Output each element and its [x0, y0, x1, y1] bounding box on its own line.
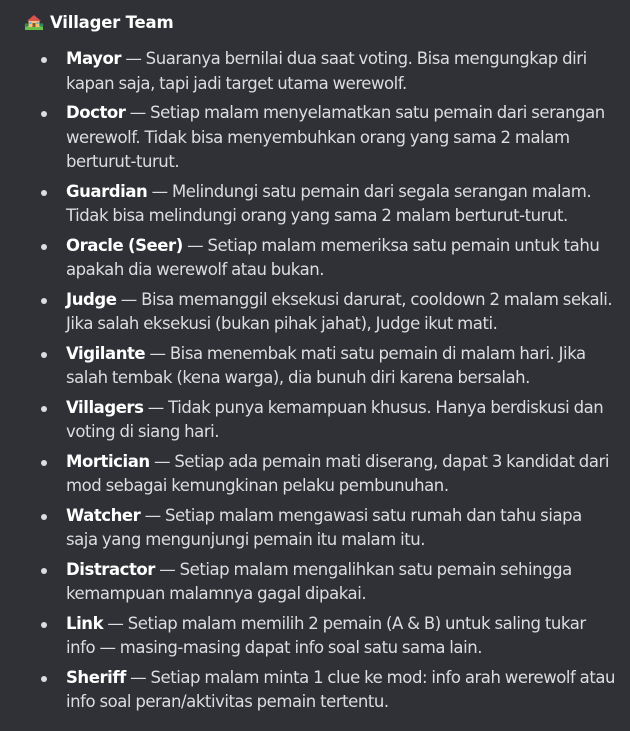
bullet-icon: [41, 406, 47, 412]
section-title: Villager Team: [50, 12, 174, 32]
role-description: Setiap ada pemain mati diserang, dapat 3 kandidat dari mod sebagai kemungkinan pelaku pembunuhan.: [66, 451, 609, 495]
role-separator: —: [147, 181, 172, 201]
role-separator: —: [140, 505, 165, 525]
bullet-icon: [41, 352, 47, 358]
role-separator: —: [125, 103, 151, 122]
bullet-icon: [41, 676, 47, 682]
bullet-icon: [41, 622, 47, 628]
list-item: [24, 612, 616, 661]
role-separator: —: [125, 667, 151, 687]
role-name: Mayor: [66, 49, 122, 68]
role-list: [24, 47, 616, 715]
role-name: Watcher: [66, 505, 141, 525]
bullet-icon: [41, 568, 47, 574]
bullet-icon: [41, 57, 47, 63]
list-item: [24, 288, 616, 337]
role-separator: —: [154, 559, 180, 579]
role-description: Setiap malam menyelamatkan satu pemain dari serangan werewolf. Tidak bisa menyembuhkan orang yang sama 2 malam berturut-turut.: [66, 103, 605, 171]
list-item: [24, 558, 616, 607]
house-with-garden-icon: [24, 13, 44, 31]
role-description: Setiap malam mengalihkan satu pemain sehingga kemampuan malamnya gagal dipakai.: [66, 559, 572, 603]
role-separator: —: [116, 289, 142, 309]
role-separator: —: [145, 343, 170, 363]
section-header: [24, 10, 616, 34]
role-description: Tidak punya kemampuan khusus. Hanya berdiskusi dan voting di siang hari.: [66, 397, 604, 441]
bullet-icon: [41, 111, 47, 117]
role-description: Setiap malam mengawasi satu rumah dan tahu siapa saja yang mengunjungi pemain itu malam itu.: [66, 505, 582, 549]
bullet-icon: [41, 298, 47, 304]
list-item: [24, 504, 616, 553]
role-separator: —: [103, 613, 128, 633]
role-description: Setiap malam memilih 2 pemain (A & B) untuk saling tukar info — masing-masing dapat info soal satu sama lain.: [66, 613, 586, 657]
role-name: Guardian: [66, 181, 148, 201]
role-name: Villagers: [66, 397, 144, 417]
list-item: [24, 666, 616, 715]
role-separator: —: [182, 235, 208, 255]
role-name: Distractor: [66, 559, 155, 579]
role-name: Link: [66, 613, 104, 633]
role-description: Bisa memanggil eksekusi darurat, cooldown 2 malam sekali. Jika salah eksekusi (bukan pihak jahat), Judge ikut mati.: [66, 289, 613, 333]
list-item: [24, 180, 616, 229]
bullet-icon: [41, 514, 47, 520]
list-item: [24, 396, 616, 445]
bullet-icon: [41, 460, 47, 466]
role-separator: —: [121, 49, 146, 68]
list-item: [24, 234, 616, 283]
role-separator: —: [143, 397, 169, 417]
role-name: Mortician: [66, 451, 150, 471]
role-description: Setiap malam memeriksa satu pemain untuk tahu apakah dia werewolf atau bukan.: [66, 235, 600, 279]
role-description: Bisa menembak mati satu pemain di malam hari. Jika salah tembak (kena warga), dia bunuh diri karena bersalah.: [66, 343, 586, 387]
role-name: Oracle (Seer): [66, 235, 183, 255]
list-item: [24, 450, 616, 499]
list-item: [24, 101, 616, 175]
bullet-icon: [41, 190, 47, 196]
role-separator: —: [149, 451, 175, 471]
list-item: [24, 47, 616, 96]
role-name: Vigilante: [66, 343, 146, 363]
list-item: [24, 342, 616, 391]
role-description: Setiap malam minta 1 clue ke mod: info arah werewolf atau info soal peran/aktivitas pemain tertentu.: [66, 667, 616, 711]
role-name: Judge: [66, 289, 117, 309]
role-description: Suaranya bernilai dua saat voting. Bisa mengungkap diri kapan saja, tapi jadi target utama werewolf.: [66, 49, 587, 93]
role-name: Sheriff: [66, 667, 126, 687]
bullet-icon: [41, 244, 47, 250]
role-description: Melindungi satu pemain dari segala serangan malam. Tidak bisa melindungi orang yang sama 2 malam berturut-turut.: [66, 181, 592, 225]
role-name: Doctor: [66, 103, 126, 122]
